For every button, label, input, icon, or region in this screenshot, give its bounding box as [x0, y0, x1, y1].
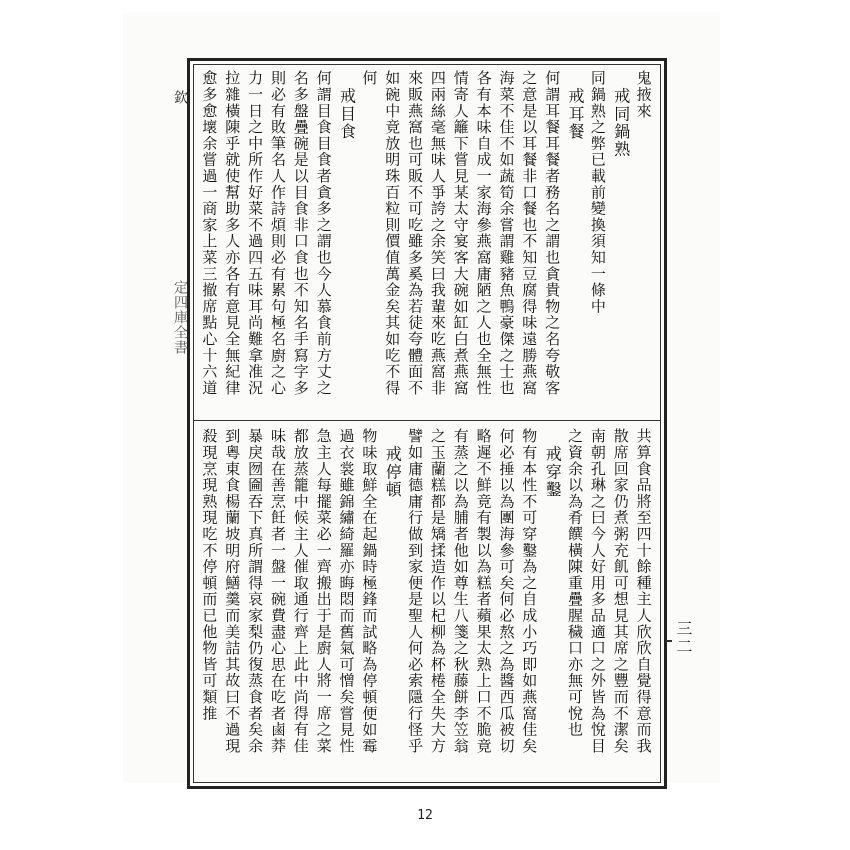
- section-divider: [193, 420, 661, 421]
- upper-text-column: 名多盤疊碗是以目食非口食也不知名手寫字多: [291, 70, 310, 396]
- upper-text-column: 戒同鍋熟: [611, 70, 631, 158]
- side-margin-title: 定四庫全書: [172, 280, 188, 355]
- lower-text-column: 南朝孔琳之曰今人好用多品適口之外皆為悅目: [588, 428, 607, 754]
- lower-text-column: 味哉在善烹飪者一盤一碗費盡心思在吃者鹵莽: [269, 428, 287, 754]
- upper-text-column: 各有本味自成一家海參燕窩庸陋之人也全無性: [474, 70, 493, 396]
- lower-text-column: 物味取鮮全在起鍋時極鋒而試略為停頓便如霉: [360, 428, 379, 754]
- folio-tick: [666, 640, 672, 642]
- folio-number: 三二: [674, 620, 693, 656]
- lower-text-column: 有蒸之以為脯者他如尊生八箋之秋藤餅李笠翁: [451, 428, 470, 754]
- page-number: 12: [417, 808, 433, 823]
- upper-text-column: 如碗中竟放明珠百粒則價值萬金矣其如吃不得: [383, 70, 402, 396]
- upper-text-column: 愈多愈壞余嘗過一商家上菜三撤席點心十六道: [200, 70, 219, 396]
- side-margin-top-char: 欽: [172, 90, 188, 105]
- upper-text-column: 則必有敗筆名人作詩煩則必有累句極名廚之心: [269, 70, 287, 396]
- lower-text-column: 殺現烹現熟現吃不停頓而已他物皆可類推: [200, 428, 219, 722]
- lower-text-column: 到粵東食楊蘭坡明府鱔羹而美詰其故曰不過現: [223, 428, 242, 754]
- lower-text-column: 散席回家仍煮粥充飢可想見其席之豐而不潔矣: [611, 428, 630, 754]
- lower-text-column: 戒穿鑿: [543, 428, 563, 499]
- upper-text-column: 戒目食: [337, 70, 357, 141]
- lower-text-column: 譬如庸德庸行做到家便是聖人何必索隱行怪乎: [406, 428, 425, 754]
- upper-text-column: 力一日之中所作好菜不過四五味耳尚難拿准況: [246, 70, 265, 396]
- upper-text-column: 來販燕窩也可販不可吃雖多奚為若徒夸體面不: [406, 70, 425, 396]
- lower-text-column: 暴戾囫圇吞下真所謂得哀家梨仍復蒸食者矣余: [246, 428, 265, 754]
- lower-text-column: 急主人每擺菜必一齊搬出于是廚人將一席之菜: [314, 428, 333, 754]
- lower-text-column: 之玉蘭糕都是矯揉造作以杞柳為杯棬全失大方: [428, 428, 447, 754]
- lower-text-column: 都放蒸籠中候主人催取通行齊上此中尚得有佳: [291, 428, 310, 754]
- upper-text-column: 何: [360, 70, 379, 87]
- upper-text-column: 鬼掖來: [634, 70, 653, 119]
- upper-text-column: 何謂目食目食者貪多之謂也今人慕食前方丈之: [314, 70, 333, 396]
- upper-text-column: 拉雜橫陳乎就使幫助多人亦各有意見全無紀律: [223, 70, 242, 396]
- lower-text-column: 過衣裳雖錦繡綺羅亦晦悶而舊氣可憎矣嘗見性: [337, 428, 356, 754]
- lower-text-column: 共算食品將至四十餘種主人欣欣自覺得意而我: [634, 428, 653, 754]
- upper-text-column: 四兩絲毫無味人爭誇之余笑曰我輩來吃燕窩非: [428, 70, 447, 396]
- lower-text-column: 物有本性不可穿鑿為之自成小巧即如燕窩佳矣: [520, 428, 539, 754]
- upper-text-column: 戒耳餐: [566, 70, 585, 141]
- upper-text-column: 之意是以耳餐非口餐也不知豆腐得味遠勝燕窩: [520, 70, 539, 396]
- upper-text-column: 情寄人籬下嘗見某太守宴客大碗如缸白煮燕窩: [451, 70, 470, 396]
- lower-text-column: 略遲不鮮竟有製以為糕者蘋果太熟上口不脆竟: [474, 428, 493, 754]
- upper-text-column: 同鍋熟之弊已載前變換須知一條中: [588, 70, 607, 315]
- lower-text-column: 戒停頓: [383, 428, 403, 499]
- upper-text-column: 海菜不佳不如蔬筍余嘗謂雞豬魚鴨豪傑之士也: [497, 70, 516, 396]
- lower-text-column: 何必捶以為團海參可矣何必熬之為醬西瓜被切: [497, 428, 516, 754]
- upper-text-column: 何謂耳餐耳餐者務名之謂也貪貴物之名夸敬客: [543, 70, 562, 396]
- lower-text-column: 之資余以為肴饌橫陳重疊腥穢口亦無可悅也: [566, 428, 584, 738]
